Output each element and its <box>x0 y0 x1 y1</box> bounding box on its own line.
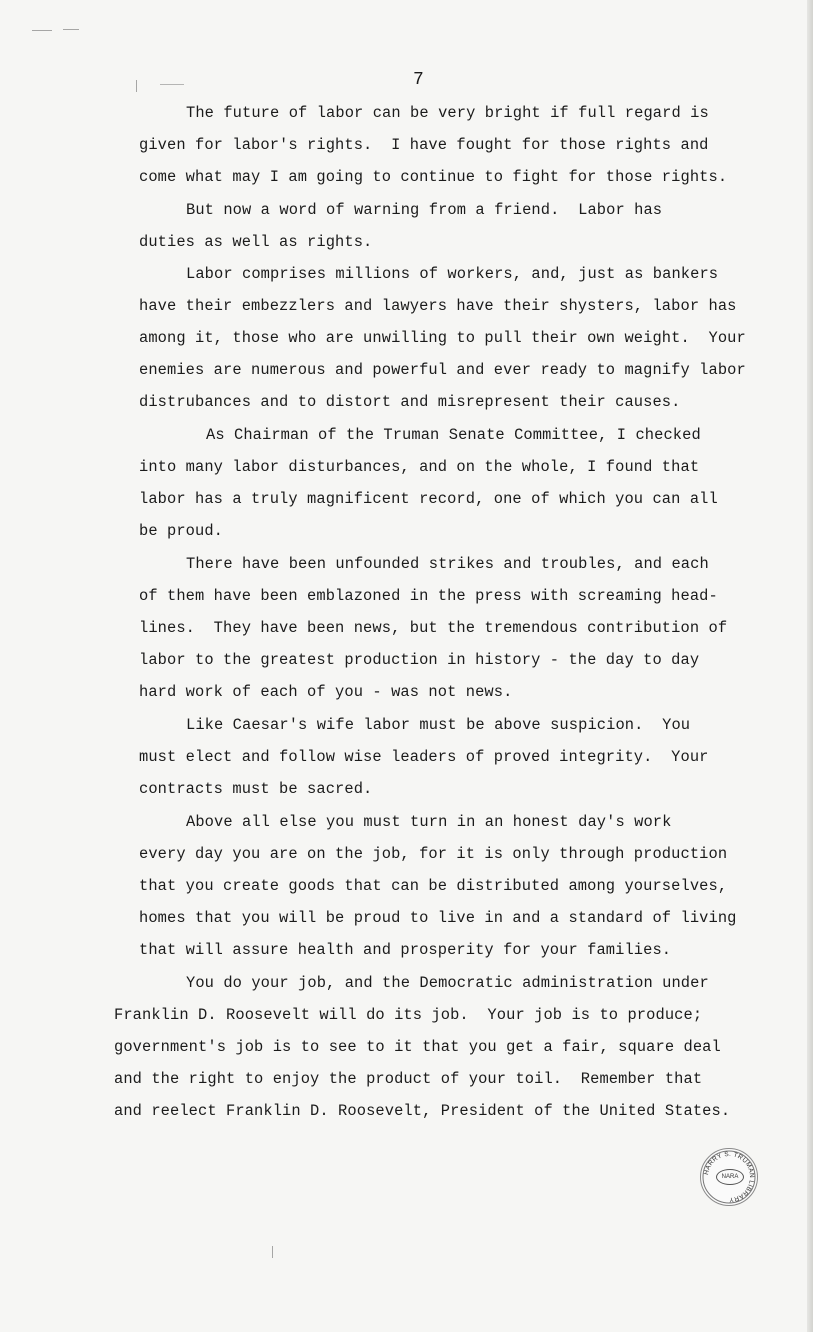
text-line: must elect and follow wise leaders of proved integrity. Your <box>139 748 709 766</box>
text-line: and the right to enjoy the product of your toil. Remember that <box>114 1070 703 1088</box>
stamp-outer-text: HARRY S. TRUMAN LIBRARY <box>703 1150 756 1204</box>
text-line: that will assure health and prosperity for your families. <box>139 941 672 959</box>
scan-mark <box>63 29 79 30</box>
text-line: But now a word of warning from a friend. Labor has <box>186 201 663 219</box>
text-line: have their embezzlers and lawyers have their shysters, labor has <box>139 297 737 315</box>
text-line: given for labor's rights. I have fought for those rights and <box>139 136 709 154</box>
text-line: every day you are on the job, for it is only through production <box>139 845 728 863</box>
text-line: There have been unfounded strikes and troubles, and each <box>186 555 709 573</box>
scan-mark <box>136 80 137 92</box>
text-line: lines. They have been news, but the tremendous contribution of <box>139 619 728 637</box>
text-line: distrubances and to distort and misrepresent their causes. <box>139 393 681 411</box>
text-line: of them have been emblazoned in the press with screaming head- <box>139 587 718 605</box>
text-line: Like Caesar's wife labor must be above suspicion. You <box>186 716 691 734</box>
scan-mark <box>272 1246 273 1258</box>
stamp-inner-text: NARA <box>716 1169 744 1185</box>
text-line: and reelect Franklin D. Roosevelt, President of the United States. <box>114 1102 731 1120</box>
library-stamp <box>700 1148 758 1206</box>
text-line: into many labor disturbances, and on the whole, I found that <box>139 458 700 476</box>
text-line: enemies are numerous and powerful and ever ready to magnify labor <box>139 361 746 379</box>
text-line: hard work of each of you - was not news. <box>139 683 513 701</box>
text-line: contracts must be sacred. <box>139 780 373 798</box>
text-line: You do your job, and the Democratic administration under <box>186 974 709 992</box>
text-line: labor has a truly magnificent record, one of which you can all <box>139 490 718 508</box>
text-line: labor to the greatest production in history - the day to day <box>139 651 700 669</box>
text-line: be proud. <box>139 522 224 540</box>
text-line: The future of labor can be very bright if full regard is <box>186 104 709 122</box>
text-line: Labor comprises millions of workers, and, just as bankers <box>186 265 719 283</box>
text-line: come what may I am going to continue to fight for those rights. <box>139 168 728 186</box>
page-number: 7 <box>413 70 424 90</box>
text-line: Above all else you must turn in an honest day's work <box>186 813 672 831</box>
text-line: Franklin D. Roosevelt will do its job. Your job is to produce; <box>114 1006 703 1024</box>
text-line: among it, those who are unwilling to pull their own weight. Your <box>139 329 746 347</box>
scan-mark <box>32 30 52 31</box>
text-line: duties as well as rights. <box>139 233 373 251</box>
page-edge-shadow <box>807 0 813 1332</box>
text-line: that you create goods that can be distributed among yourselves, <box>139 877 728 895</box>
text-line: government's job is to see to it that you get a fair, square deal <box>114 1038 721 1056</box>
text-line: homes that you will be proud to live in and a standard of living <box>139 909 737 927</box>
text-line: As Chairman of the Truman Senate Committee, I checked <box>206 426 701 444</box>
scan-mark <box>160 84 184 85</box>
